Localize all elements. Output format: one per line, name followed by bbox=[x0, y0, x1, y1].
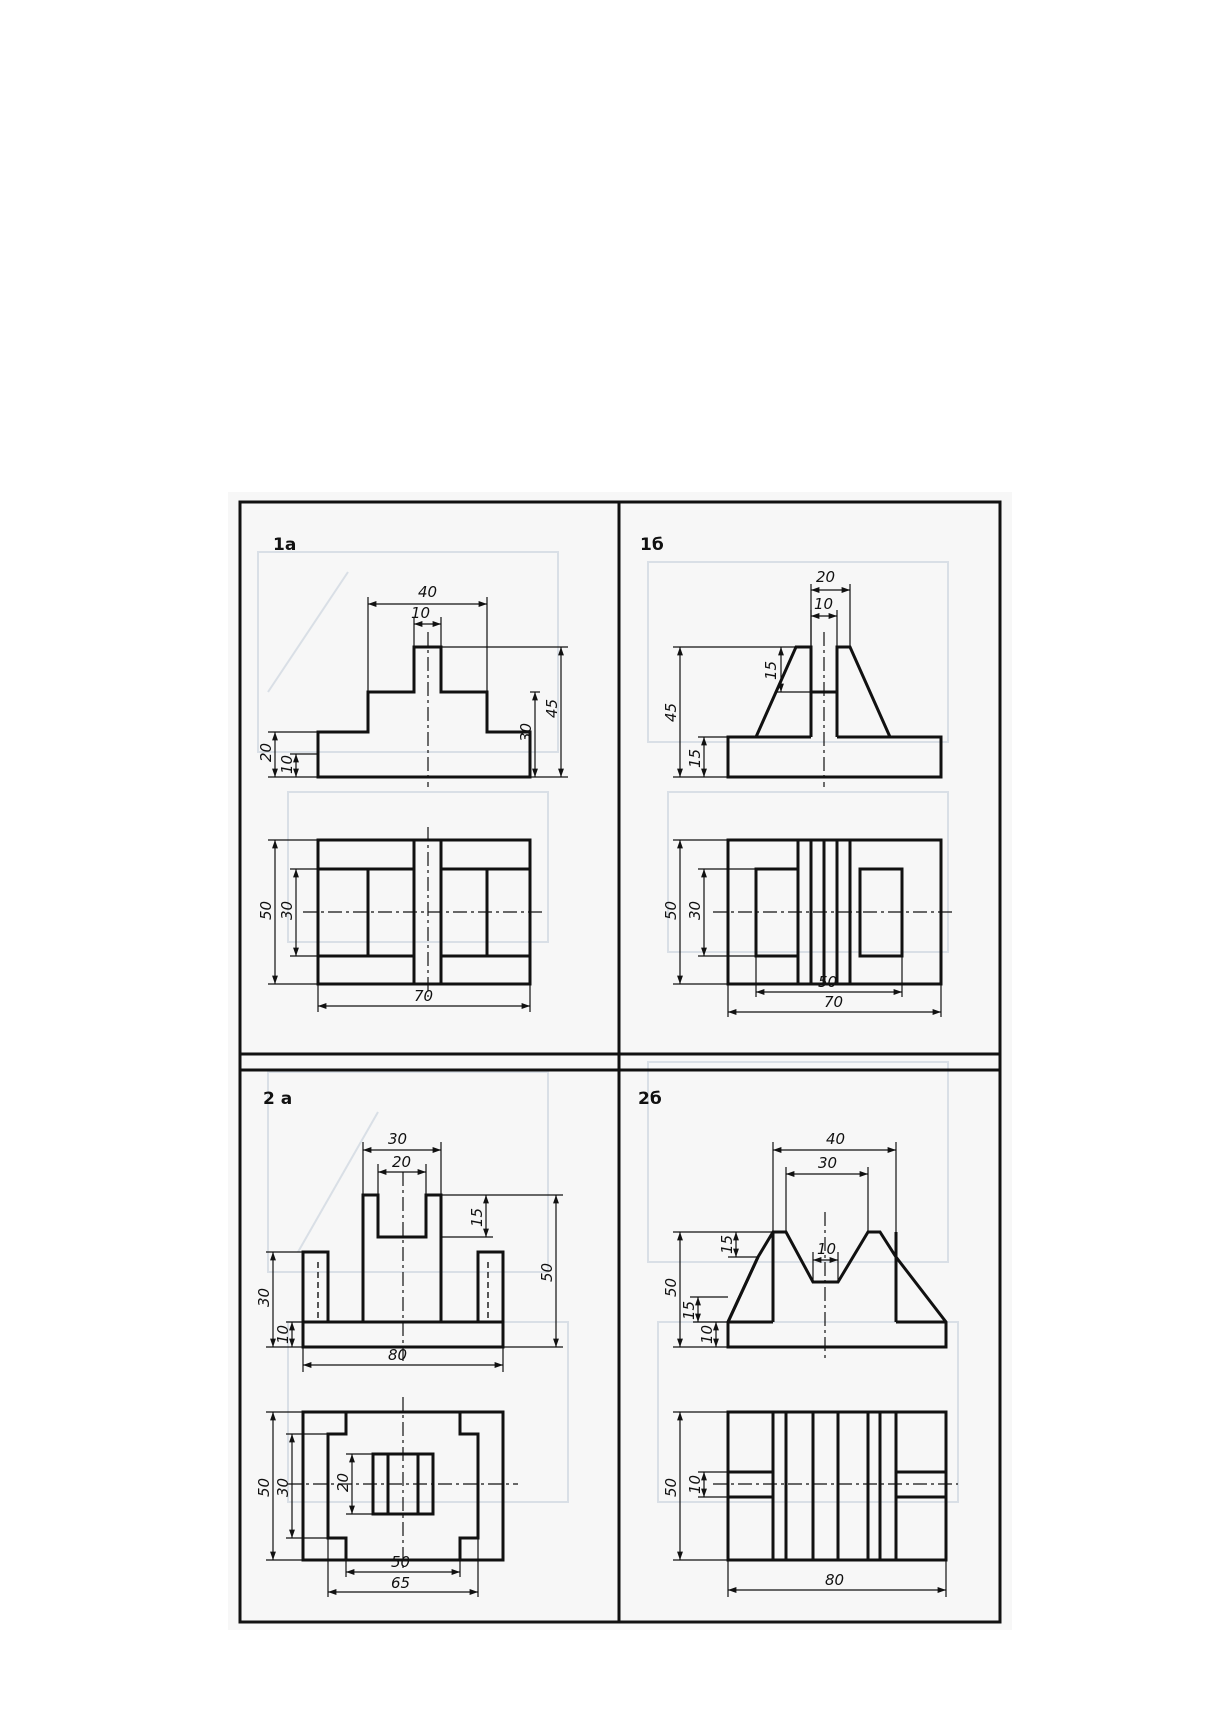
dim-2b-plan-band: 10 bbox=[686, 1474, 704, 1494]
front-view-1a bbox=[318, 647, 530, 777]
panel-1b bbox=[640, 535, 953, 1017]
dim-1b-slot-depth: 15 bbox=[762, 660, 780, 680]
dim-2a-slot-width: 20 bbox=[392, 1153, 412, 1171]
dim-2b-total-height: 50 bbox=[662, 1277, 680, 1297]
dim-2b-plan-depth: 50 bbox=[662, 1477, 680, 1497]
dim-2a-side-height: 30 bbox=[255, 1287, 273, 1307]
top-view-1b bbox=[728, 840, 941, 984]
dim-1b-plan-inner: 30 bbox=[686, 900, 704, 920]
dim-2a-plan-mid: 50 bbox=[391, 1553, 411, 1571]
panel-1a bbox=[257, 535, 568, 1012]
dim-1b-top-width: 20 bbox=[816, 568, 836, 586]
dim-1b-plan-depth: 50 bbox=[662, 900, 680, 920]
dim-2a-top-width: 30 bbox=[388, 1130, 408, 1148]
dim-2a-total-height: 50 bbox=[538, 1262, 556, 1282]
dim-2b-base-height: 10 bbox=[698, 1324, 716, 1344]
front-view-1b bbox=[728, 647, 941, 777]
dim-1a-plan-inner: 30 bbox=[278, 900, 296, 920]
dim-2b-notch: 10 bbox=[817, 1240, 837, 1258]
dim-1a-step-height: 20 bbox=[257, 742, 275, 762]
dim-2a-plan-window: 20 bbox=[334, 1472, 352, 1492]
dim-1a-slot-width: 10 bbox=[411, 604, 431, 622]
dim-1a-top-width: 40 bbox=[418, 583, 438, 601]
dim-1a-plan-width: 70 bbox=[414, 987, 434, 1005]
dim-2b-step-height: 15 bbox=[680, 1300, 698, 1320]
panel-label-1b: 1б bbox=[640, 535, 664, 555]
dim-1b-base-height: 15 bbox=[686, 748, 704, 768]
dim-1b-plan-width: 70 bbox=[824, 993, 844, 1011]
ghost-show-through bbox=[258, 552, 958, 1502]
dim-2a-plan-inner: 30 bbox=[274, 1477, 292, 1497]
top-view-2b bbox=[728, 1412, 946, 1560]
dim-2a-width: 80 bbox=[388, 1346, 408, 1364]
dim-1a-base-height: 10 bbox=[278, 754, 296, 774]
panel-2b bbox=[638, 1089, 958, 1597]
dim-2b-slope-height: 15 bbox=[718, 1234, 736, 1254]
panel-label-2b: 2б bbox=[638, 1089, 662, 1109]
panel-label-1a: 1а bbox=[273, 535, 297, 555]
dim-1b-slot-width: 10 bbox=[814, 595, 834, 613]
dim-2a-base-height: 10 bbox=[274, 1324, 292, 1344]
front-view-2b bbox=[728, 1232, 946, 1347]
technical-drawing bbox=[228, 492, 1012, 1630]
dim-2a-plan-depth: 50 bbox=[255, 1477, 273, 1497]
dim-2a-plan-width: 65 bbox=[391, 1574, 411, 1592]
dim-2a-slot-depth: 15 bbox=[468, 1207, 486, 1227]
dim-1b-total-height: 45 bbox=[662, 702, 680, 722]
dim-1a-total-height: 45 bbox=[543, 698, 561, 718]
panel-2a bbox=[255, 1089, 563, 1597]
drawing-sheet bbox=[228, 492, 1012, 1630]
dim-1a-mid-height: 30 bbox=[517, 722, 535, 742]
dim-2b-outer-top: 40 bbox=[826, 1130, 846, 1148]
dim-1a-plan-depth: 50 bbox=[257, 900, 275, 920]
dim-2b-inner-top: 30 bbox=[818, 1154, 838, 1172]
dim-1b-plan-mid: 50 bbox=[818, 973, 838, 991]
dim-2b-plan-width: 80 bbox=[825, 1571, 845, 1589]
panel-label-2a: 2 а bbox=[263, 1089, 293, 1109]
